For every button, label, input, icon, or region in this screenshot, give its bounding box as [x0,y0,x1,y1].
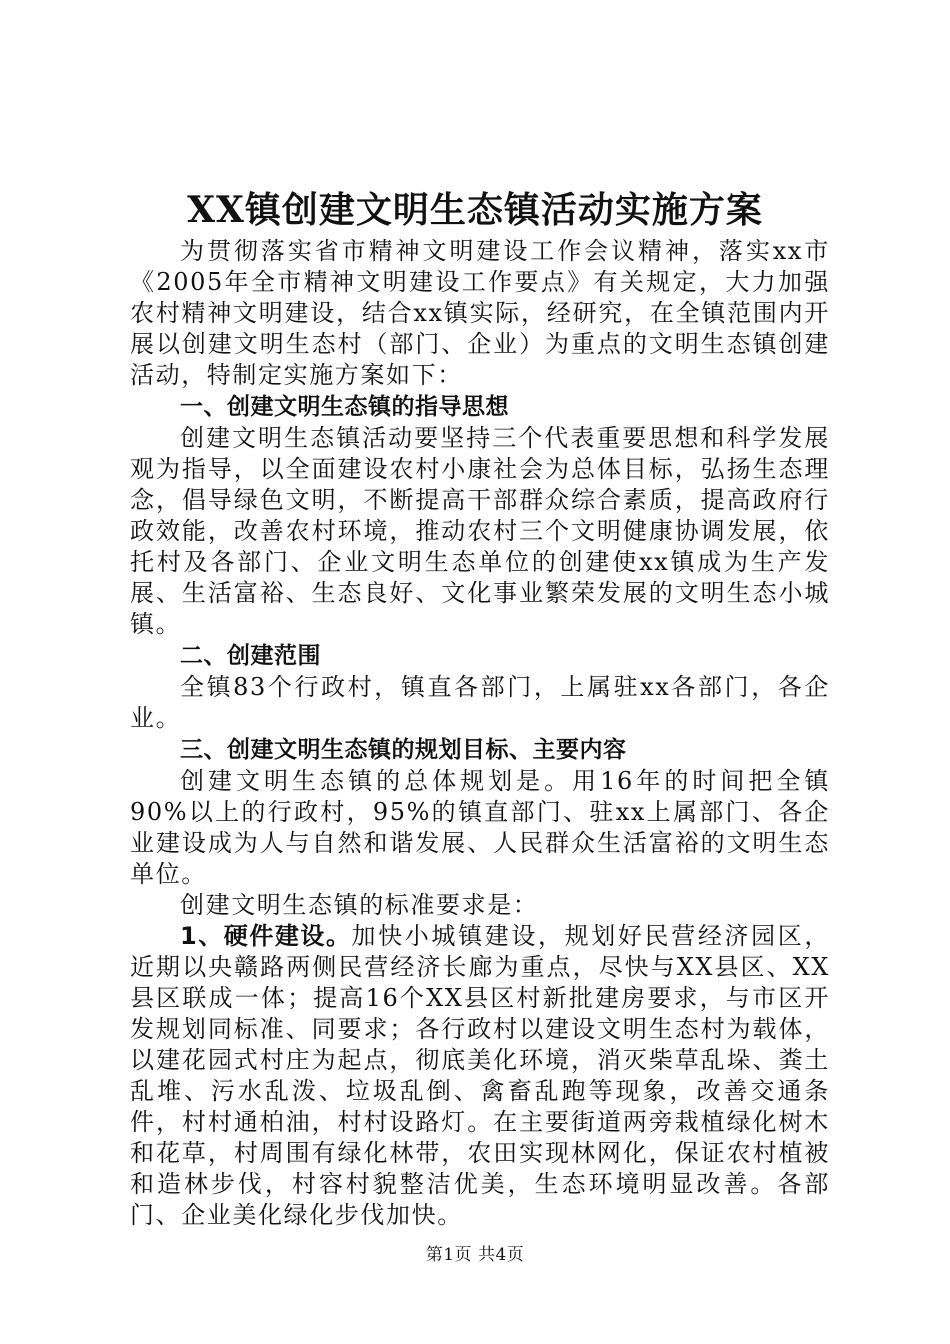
hardware-construction-lead: 1、硬件建设。 [180,922,352,950]
section-heading-scope: 二、创建范围 [180,643,321,669]
document-body [130,236,830,1231]
guiding-ideology-paragraph: 创建文明生态镇活动要坚持三个代表重要思想和科学发展观为指导，以全面建设农村小康社会为总体目标，弘扬生态理念，倡导绿色文明，不断提高干部群众综合素质，提高政府行政效能，改善农村环境，推动农村三个文明健康协调发展，依托村及各部门、企业文明生态单位的创建使xx镇成为生产发展、生活富裕、生态良好、文化事业繁荣发展的文明生态小城镇。 [130,424,830,638]
intro-paragraph: 为贯彻落实省市精神文明建设工作会议精神，落实xx市《2005年全市精神文明建设工作要点》有关规定，大力加强农村精神文明建设，结合xx镇实际，经研究，在全镇范围内开展以创建文明生态村（部门、企业）为重点的文明生态镇创建活动，特制定实施方案如下： [130,237,830,389]
section-heading-goals-content: 三、创建文明生态镇的规划目标、主要内容 [180,737,627,763]
hardware-construction-paragraph [130,921,830,1231]
overall-plan-paragraph: 创建文明生态镇的总体规划是。用16年的时间把全镇90%以上的行政村，95%的镇直部门、驻xx上属部门、各企业建设成为人与自然和谐发展、人民群众生活富裕的文明生态单位。 [130,767,830,888]
scope-paragraph: 全镇83个行政村，镇直各部门，上属驻xx各部门，各企业。 [130,673,830,732]
hardware-construction-text: 加快小城镇建设，规划好民营经济园区，近期以央赣路两侧民营经济长廊为重点，尽快与XX县区、XX县区联成一体；提高16个XX县区村新批建房要求，与市区开发规划同标准、同要求；各行政村以建设文明生态村为载体，以建花园式村庄为起点，彻底美化环境，消灭柴草乱垛、粪土乱堆、污水乱泼、垃圾乱倒、禽畜乱跑等现象，改善交通条件，村村通柏油，村村设路灯。在主要街道两旁栽植绿化树木和花草，村周围有绿化林带，农田实现林网化，保证农村植被和造林步伐，村容村貌整洁优美，生态环境明显改善。各部门、企业美化绿化步伐加快。 [130,922,830,1229]
page-number-footer: 第1页 共4页 [425,1245,525,1265]
document-title: XX镇创建文明生态镇活动实施方案 [187,189,763,231]
section-heading-guiding-ideology: 一、创建文明生态镇的指导思想 [180,394,509,420]
standards-intro-paragraph: 创建文明生态镇的标准要求是： [180,891,539,919]
